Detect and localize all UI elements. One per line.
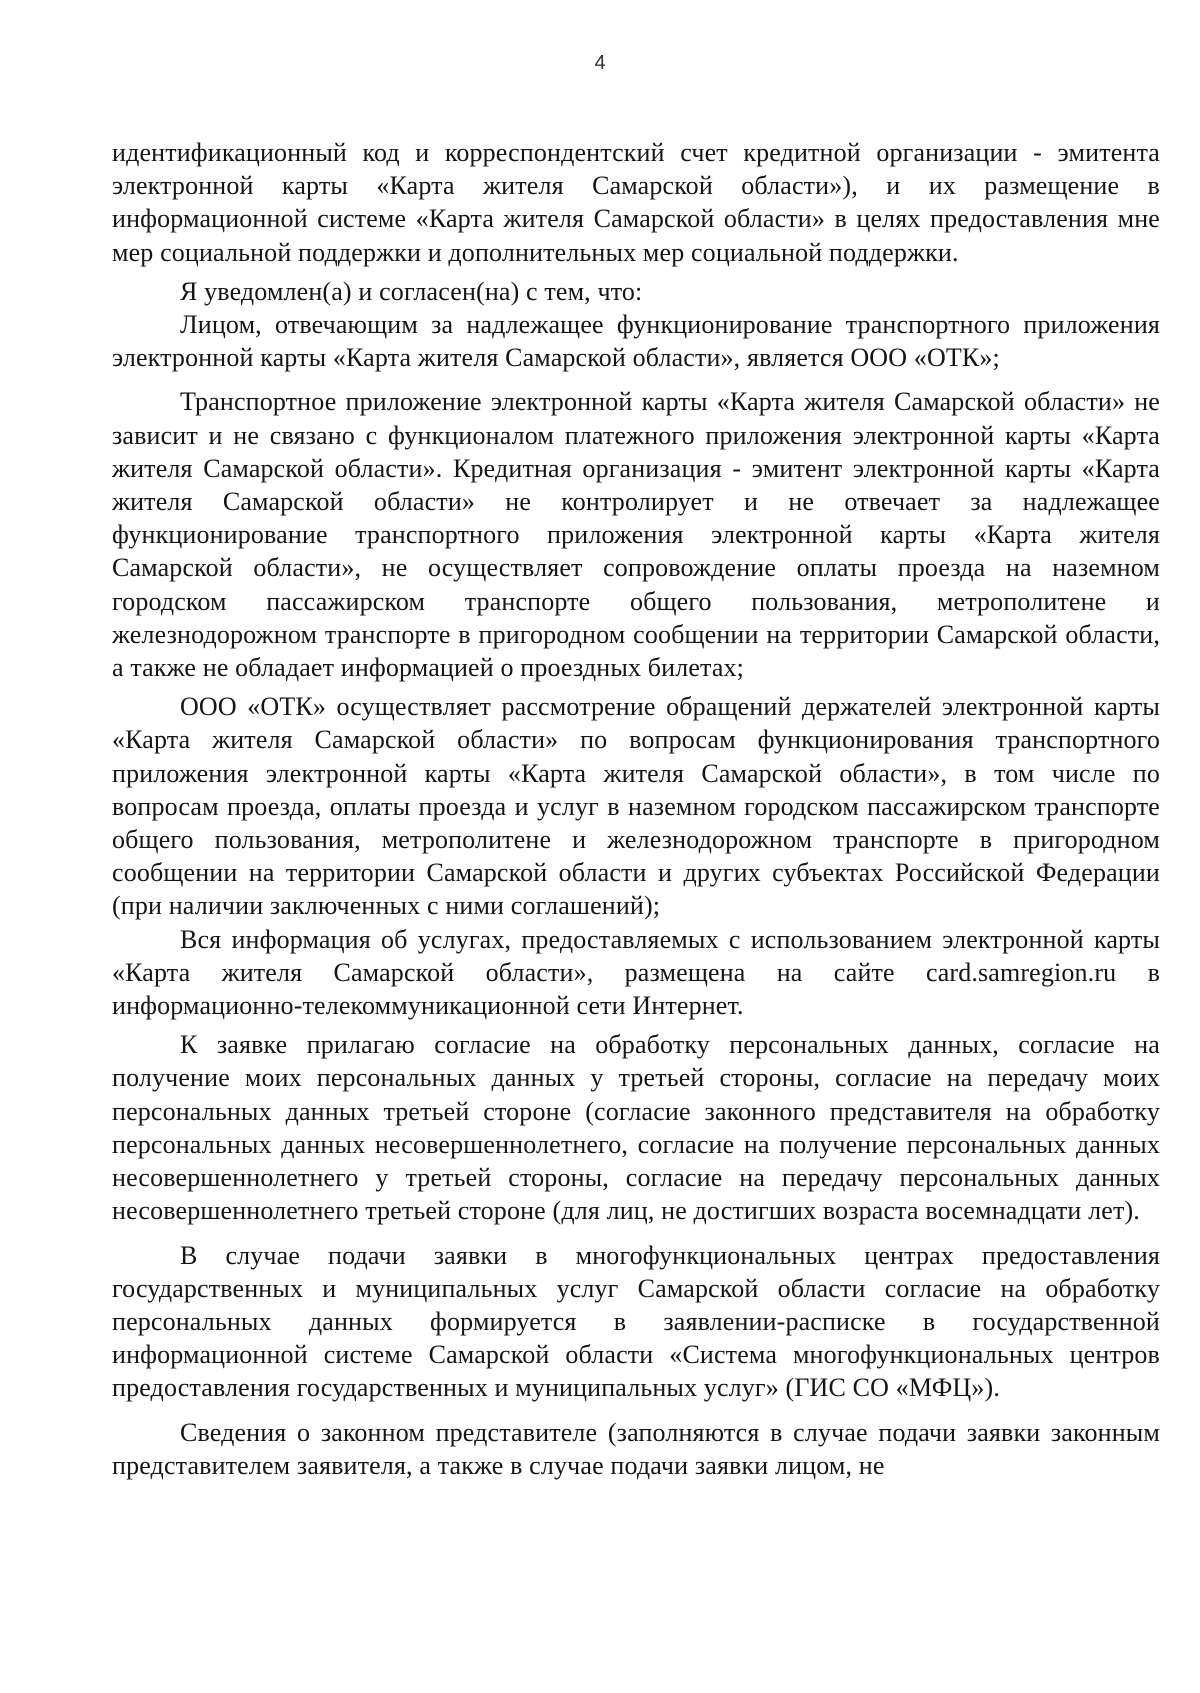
page-number: 4 [594,52,606,74]
paragraph-continuation: идентификационный код и корреспондентский счет кредитной организации - эмитента электронной карты «Карта жителя Самарской области»), и их размещение в информационной системе «Карта жителя Самарской области» в целях предоставления мне мер социальной поддержки и дополнительных мер социальной поддержки. [112,138,1160,267]
document-body [112,136,1160,1482]
paragraph-responsible-party: Лицом, отвечающим за надлежащее функционирование транспортного приложения электронной карты «Карта жителя Самарской области», является ООО «ОТК»; [112,310,1160,373]
paragraph-transport-application: Транспортное приложение электронной карты «Карта жителя Самарской области» не зависит и не связано с функционалом платежного приложения электронной карты «Карта жителя Самарской области». Кредитная организация - эмитент электронной карты «Карта жителя Самарской области» не контролирует и не отвечает за надлежащее функционирование транспортного приложения электронной карты «Карта жителя Самарской области», не осуществляет сопровождение оплаты проезда на наземном городском пассажирском транспорте общего пользования, метрополитене и железнодорожном транспорте в пригородном сообщении на территории Самарской области, а также не обладает информацией о проездных билетах; [112,387,1160,683]
paragraph-otk-appeals: ООО «ОТК» осуществляет рассмотрение обращений держателей электронной карты «Карта жителя Самарской области» по вопросам функционирования транспортного приложения электронной карты «Карта жителя Самарской области», в том числе по вопросам проезда, оплаты проезда и услуг в наземном городском пассажирском транспорте общего пользования, метрополитене и железнодорожном транспорте в пригородном сообщении на территории Самарской области и других субъектах Российской Федерации (при наличии заключенных с ними соглашений); [112,692,1160,921]
paragraph-legal-representative: Сведения о законном представителе (заполняются в случае подачи заявки законным представителем заявителя, а также в случае подачи заявки лицом, не [112,1417,1160,1480]
paragraph-notice: Я уведомлен(а) и согласен(на) с тем, что: [180,276,643,306]
paragraph-service-info: Вся информация об услугах, предоставляемых с использованием электронной карты «Карта жителя Самарской области», размещена на сайте card.samregion.ru в информационно-телекоммуникационной сети Интернет. [112,924,1160,1021]
paragraph-mfc: В случае подачи заявки в многофункциональных центрах предоставления государственных и муниципальных услуг Самарской области согласие на обработку персональных данных формируется в заявлении-расписке в государственной информационной системе Самарской области «Система многофункциональных центров предоставления государственных и муниципальных услуг» (ГИС СО «МФЦ»). [112,1240,1160,1403]
paragraph-attachments: К заявке прилагаю согласие на обработку персональных данных, согласие на получение моих персональных данных у третьей стороны, согласие на передачу моих персональных данных третьей стороне (согласие законного представителя на обработку персональных данных несовершеннолетнего, согласие на получение персональных данных несовершеннолетнего у третьей стороны, согласие на передачу персональных данных несовершеннолетнего третьей стороне (для лиц, не достигших возраста восемнадцати лет). [112,1030,1160,1226]
